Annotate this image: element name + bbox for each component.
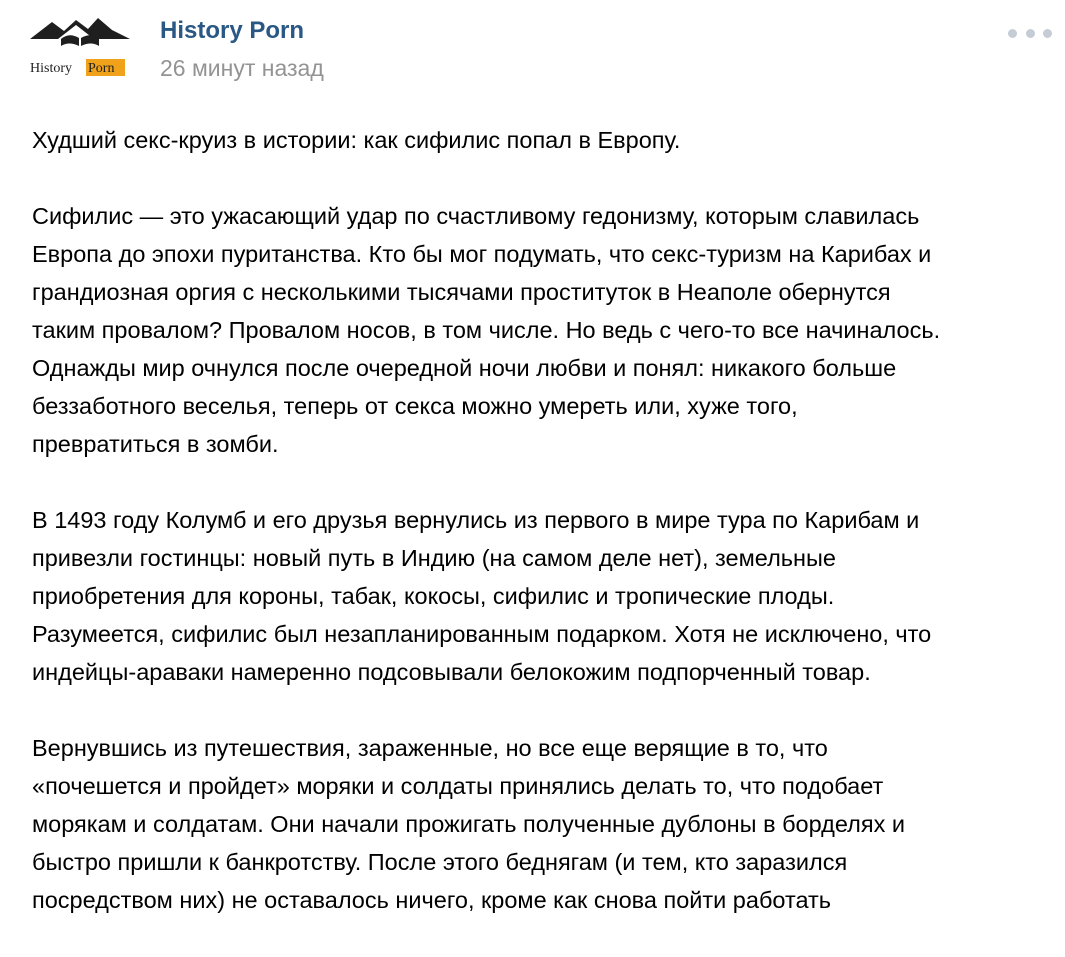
post-title-paragraph: Худший секс-круиз в истории: как сифилис попал в Европу. xyxy=(32,127,681,153)
more-options-button[interactable] xyxy=(1008,20,1052,46)
author-name-link[interactable]: History Porn xyxy=(160,17,305,44)
logo-text-porn: Porn xyxy=(88,61,115,76)
more-horizontal-icon xyxy=(1008,29,1017,38)
post-paragraph: Сифилис — это ужасающий удар по счастливому гедонизму, которым славилась Европа до эпохи пуританства. Кто бы мог подумать, что секс-туризм на Карибах и грандиозная оргия с несколькими тысячами проституток в Неаполе обернутся таким провалом? Провалом носов, в том числе. Но ведь с чего-то все начиналось. Однажды мир очнулся после очередной ночи любви и понял: никакого больше беззаботного веселья, теперь от секса можно умереть или, хуже того, превратиться в зомби. xyxy=(32,203,941,457)
post-paragraph: В 1493 году Колумб и его друзья вернулись из первого в мире тура по Карибам и привезли гостинцы: новый путь в Индию (на самом деле нет), земельные приобретения для короны, табак, кокосы, сифилис и тропические плоды. Разумеется, сифилис был незапланированным подарком. Хотя не исключено, что индейцы-араваки намеренно подсовывали белокожим подпорченный товар. xyxy=(32,507,932,685)
more-horizontal-icon xyxy=(1043,29,1052,38)
post-paragraph: Вернувшись из путешествия, зараженные, но все еще верящие в то, что «почешется и пройдет» моряки и солдаты принялись делать то, что подобает морякам и солдатам. Они начали прожигать полученные дублоны в борделях и быстро пришли к банкротству. После этого беднягам (и тем, кто заразился посредством них) не оставалось ничего, кроме как снова пойти работать xyxy=(32,735,905,913)
logo-text-history: History xyxy=(30,61,72,76)
post-header xyxy=(0,0,1065,100)
more-horizontal-icon xyxy=(1026,29,1035,38)
post-timestamp[interactable]: 26 минут назад xyxy=(160,55,324,81)
community-avatar[interactable] xyxy=(28,12,132,84)
history-porn-logo-icon xyxy=(28,12,132,84)
post-text xyxy=(32,121,1057,957)
